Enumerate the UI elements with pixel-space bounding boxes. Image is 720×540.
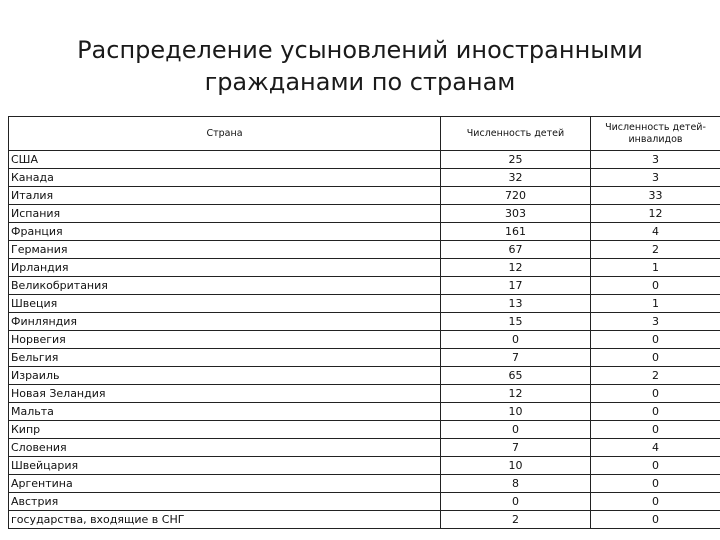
country-cell: Мальта (9, 403, 441, 421)
table-row (9, 223, 720, 241)
header-disabled-children: Численность детей-инвалидов (591, 117, 720, 151)
disabled-count-cell: 1 (591, 295, 720, 313)
disabled-count-cell: 4 (591, 223, 720, 241)
table-row (9, 493, 720, 511)
title-line-1: Распределение усыновлений иностранными (77, 36, 643, 64)
country-cell: Австрия (9, 493, 441, 511)
disabled-count-cell: 0 (591, 475, 720, 493)
table-row (9, 367, 720, 385)
header-row (9, 117, 720, 151)
table-row (9, 169, 720, 187)
children-count-cell: 25 (441, 151, 591, 169)
table-row (9, 313, 720, 331)
table-row (9, 385, 720, 403)
country-cell: Швейцария (9, 457, 441, 475)
table-row (9, 241, 720, 259)
children-count-cell: 12 (441, 385, 591, 403)
adoptions-table (8, 116, 720, 529)
children-count-cell: 67 (441, 241, 591, 259)
disabled-count-cell: 0 (591, 331, 720, 349)
country-cell: Норвегия (9, 331, 441, 349)
children-count-cell: 10 (441, 403, 591, 421)
disabled-count-cell: 3 (591, 313, 720, 331)
children-count-cell: 0 (441, 421, 591, 439)
disabled-count-cell: 2 (591, 367, 720, 385)
country-cell: Кипр (9, 421, 441, 439)
table-row (9, 277, 720, 295)
country-cell: государства, входящие в СНГ (9, 511, 441, 529)
disabled-count-cell: 3 (591, 151, 720, 169)
title-line-2: гражданами по странам (204, 68, 516, 96)
country-cell: США (9, 151, 441, 169)
country-cell: Германия (9, 241, 441, 259)
disabled-count-cell: 2 (591, 241, 720, 259)
table-row (9, 151, 720, 169)
children-count-cell: 17 (441, 277, 591, 295)
children-count-cell: 161 (441, 223, 591, 241)
table-row (9, 295, 720, 313)
country-cell: Словения (9, 439, 441, 457)
disabled-count-cell: 0 (591, 277, 720, 295)
table-row (9, 511, 720, 529)
table-row (9, 205, 720, 223)
country-cell: Аргентина (9, 475, 441, 493)
country-cell: Бельгия (9, 349, 441, 367)
table-row (9, 331, 720, 349)
disabled-count-cell: 4 (591, 439, 720, 457)
children-count-cell: 13 (441, 295, 591, 313)
children-count-cell: 0 (441, 493, 591, 511)
table-row (9, 259, 720, 277)
slide-title (0, 34, 720, 98)
country-cell: Франция (9, 223, 441, 241)
disabled-count-cell: 12 (591, 205, 720, 223)
country-cell: Израиль (9, 367, 441, 385)
country-cell: Канада (9, 169, 441, 187)
disabled-count-cell: 0 (591, 349, 720, 367)
table-row (9, 439, 720, 457)
disabled-count-cell: 0 (591, 457, 720, 475)
country-cell: Финляндия (9, 313, 441, 331)
disabled-count-cell: 0 (591, 403, 720, 421)
children-count-cell: 12 (441, 259, 591, 277)
header-country: Страна (9, 117, 441, 151)
country-cell: Испания (9, 205, 441, 223)
children-count-cell: 0 (441, 331, 591, 349)
header-children: Численность детей (441, 117, 591, 151)
table-row (9, 421, 720, 439)
table-row (9, 403, 720, 421)
disabled-count-cell: 0 (591, 421, 720, 439)
children-count-cell: 2 (441, 511, 591, 529)
children-count-cell: 65 (441, 367, 591, 385)
country-cell: Швеция (9, 295, 441, 313)
disabled-count-cell: 0 (591, 493, 720, 511)
children-count-cell: 15 (441, 313, 591, 331)
children-count-cell: 720 (441, 187, 591, 205)
children-count-cell: 303 (441, 205, 591, 223)
children-count-cell: 32 (441, 169, 591, 187)
table-row (9, 457, 720, 475)
children-count-cell: 10 (441, 457, 591, 475)
table-body (9, 151, 720, 529)
children-count-cell: 8 (441, 475, 591, 493)
disabled-count-cell: 3 (591, 169, 720, 187)
disabled-count-cell: 0 (591, 511, 720, 529)
country-cell: Ирландия (9, 259, 441, 277)
table-row (9, 475, 720, 493)
table-row (9, 349, 720, 367)
children-count-cell: 7 (441, 439, 591, 457)
table-row (9, 187, 720, 205)
country-cell: Великобритания (9, 277, 441, 295)
country-cell: Италия (9, 187, 441, 205)
disabled-count-cell: 1 (591, 259, 720, 277)
disabled-count-cell: 33 (591, 187, 720, 205)
children-count-cell: 7 (441, 349, 591, 367)
country-cell: Новая Зеландия (9, 385, 441, 403)
disabled-count-cell: 0 (591, 385, 720, 403)
